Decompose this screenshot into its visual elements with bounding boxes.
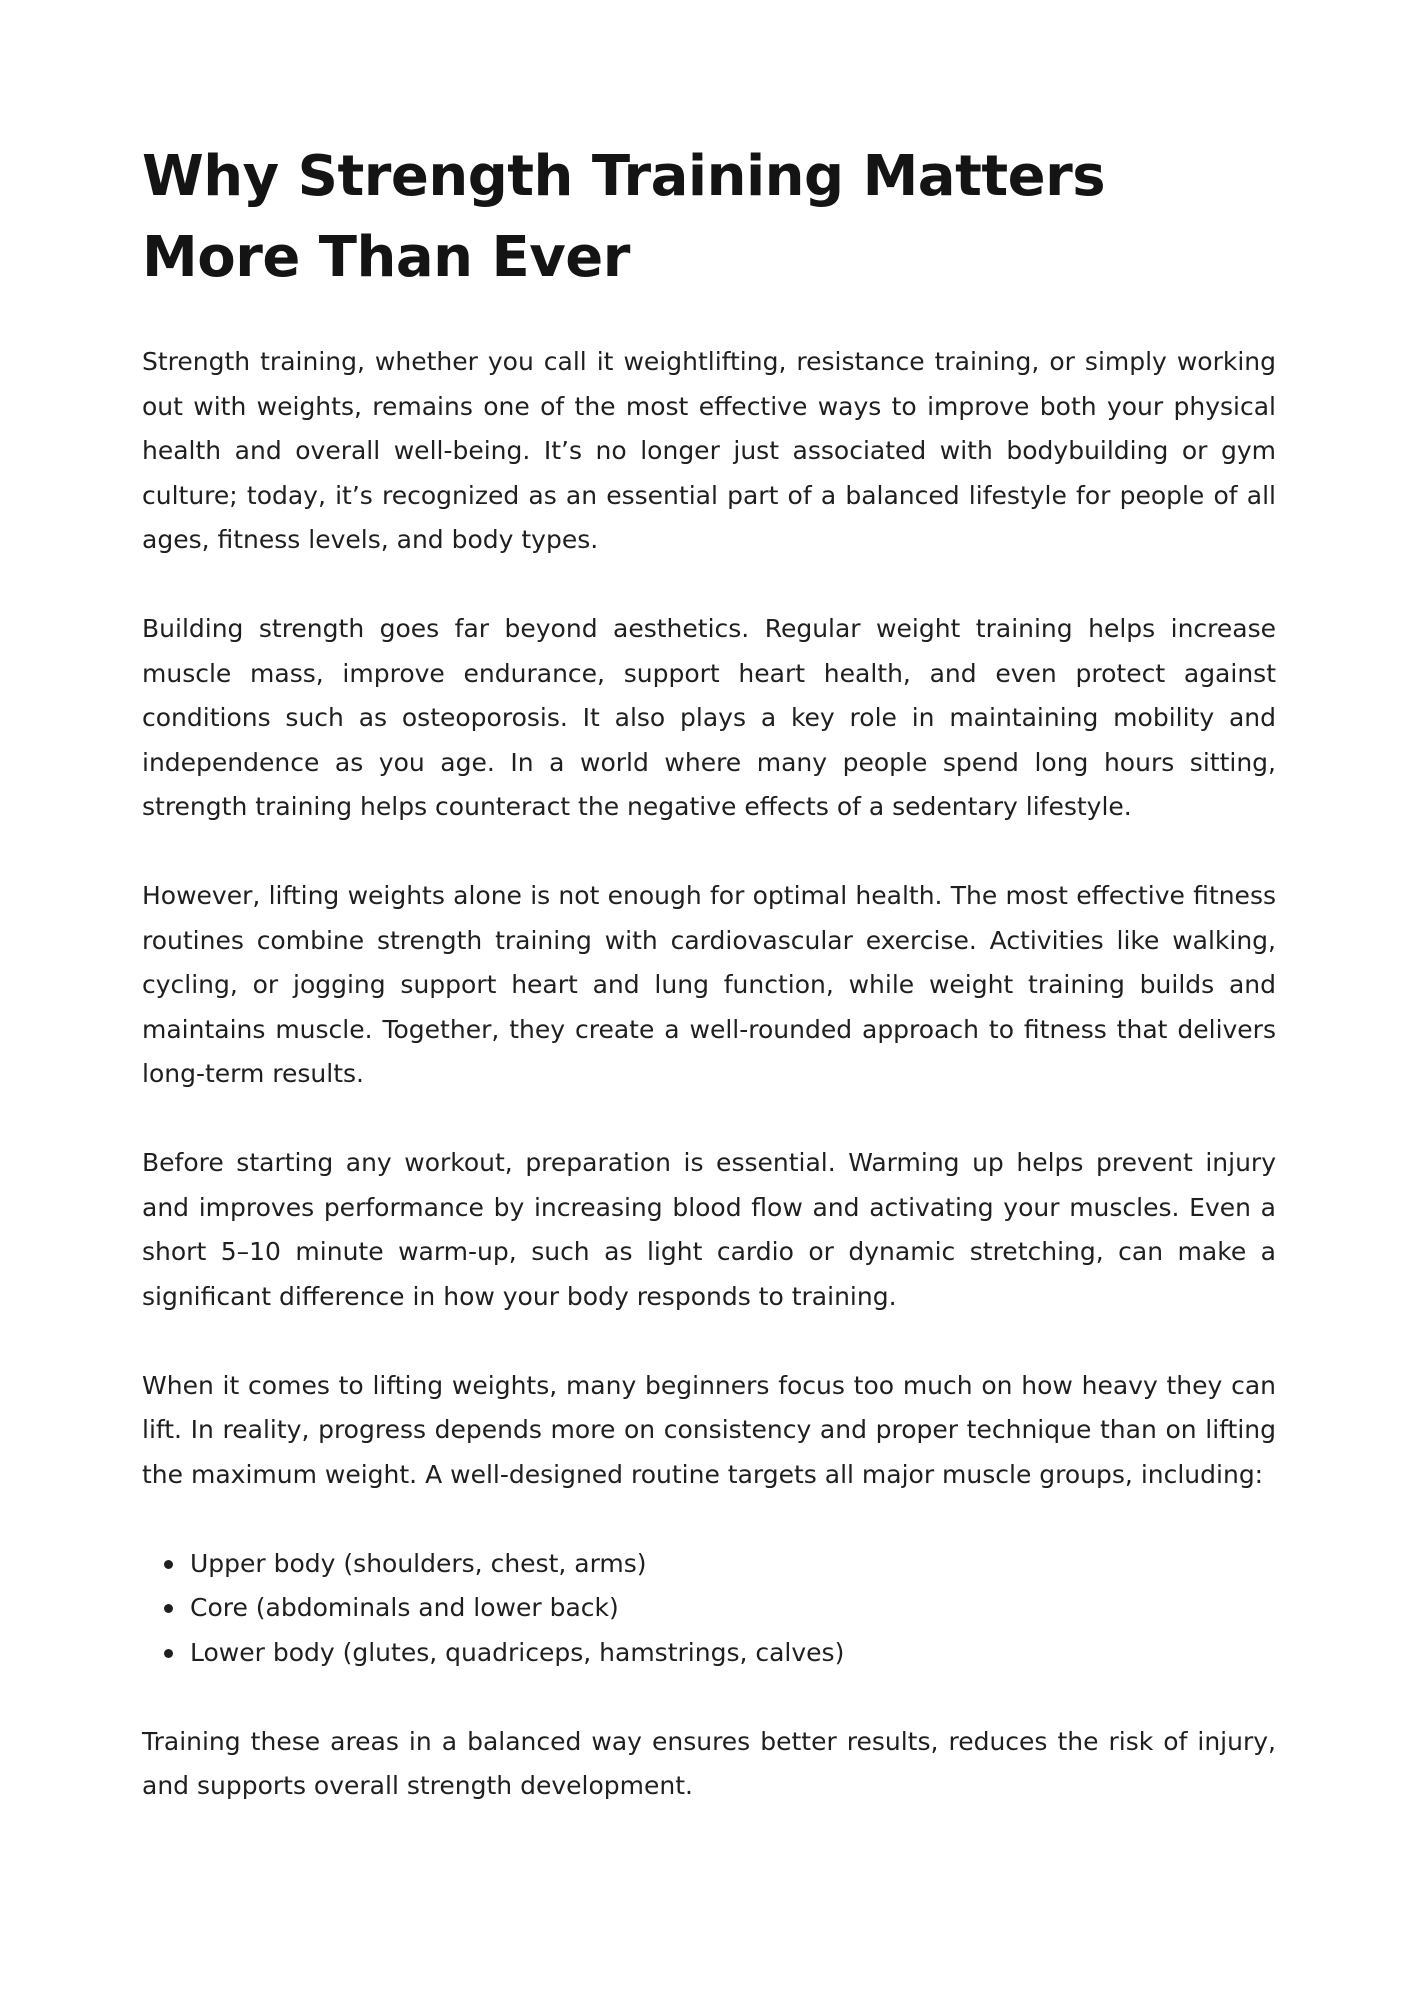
list-item-text: Lower body (glutes, quadriceps, hamstrings, calves) [190,1637,845,1667]
bullet-icon [164,1560,173,1569]
list-item-text: Core (abdominals and lower back) [190,1593,619,1622]
paragraph-benefits: Building strength goes far beyond aesthetics. Regular weight training helps increase muscle mass, improve endurance, support heart health, and even protect against conditions such as osteoporosis. It also plays a key role in maintaining mobility and independence as you age. In a world where many people spend long hours sitting, strength training helps counteract the negative effects of a sedentary lifestyle. [142,614,1276,821]
bullet-icon [164,1649,173,1658]
article-body [142,340,1276,1809]
paragraph-intro: Strength training, whether you call it weightlifting, resistance training, or simply working out with weights, remains one of the most effective ways to improve both your physical health and overall well-being. It’s no longer just associated with bodybuilding or gym culture; today, it’s recognized as an essential part of a balanced lifestyle for people of all ages, fitness levels, and body types. [142,347,1276,554]
paragraph-closing: Training these areas in a balanced way ensures better results, reduces the risk of injury, and supports overall strength development. [142,1726,1276,1800]
bullet-icon [164,1604,173,1613]
list-item-text: Upper body (shoulders, chest, arms) [190,1548,647,1578]
list-item [190,1586,1276,1631]
paragraph-technique: When it comes to lifting weights, many beginners focus too much on how heavy they can lift. In reality, progress depends more on consistency and proper technique than on lifting the maximum weight. A well-designed routine targets all major muscle groups, including: [142,1370,1276,1489]
list-item [190,1542,1276,1587]
list-item [190,1631,1276,1676]
muscle-group-list [142,1542,1276,1676]
paragraph-warmup: Before starting any workout, preparation is essential. Warming up helps prevent injury and improves performance by increasing blood flow and activating your muscles. Even a short 5–10 minute warm-up, such as light cardio or dynamic stretching, can make a significant difference in how your body responds to training. [142,1148,1276,1311]
paragraph-cardio: However, lifting weights alone is not enough for optimal health. The most effective fitness routines combine strength training with cardiovascular exercise. Activities like walking, cycling, or jogging support heart and lung function, while weight training builds and maintains muscle. Together, they create a well-rounded approach to fitness that delivers long-term results. [142,881,1276,1088]
article-title: Why Strength Training Matters More Than Ever [142,144,1106,290]
article [142,136,1276,1853]
